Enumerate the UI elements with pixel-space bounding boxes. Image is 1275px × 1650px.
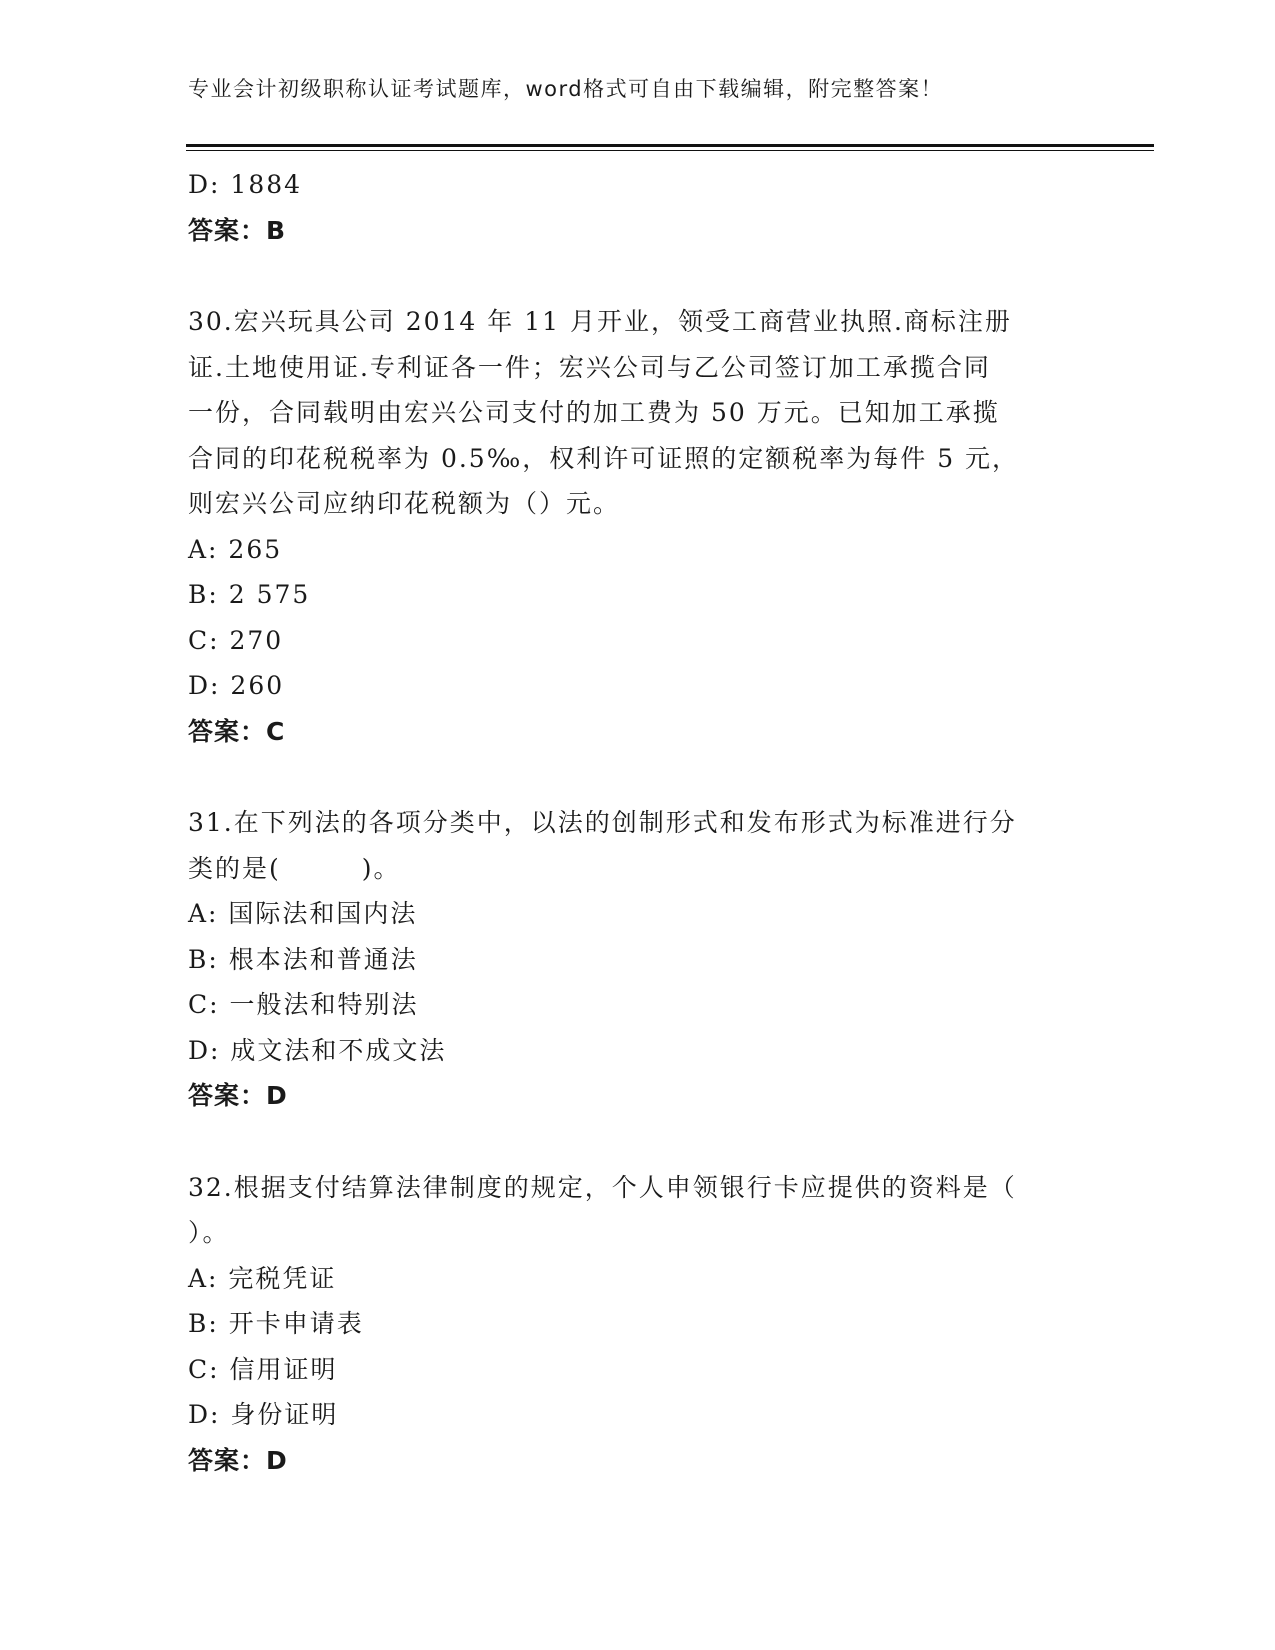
option-d: D: 260 — [188, 671, 285, 700]
question-text: 合同的印花税税率为 0.5‰，权利许可证照的定额税率为每件 5 元， — [188, 443, 1020, 473]
question-text: 32.根据支付结算法律制度的规定，个人申领银行卡应提供的资料是（ — [188, 1172, 1017, 1202]
option-b: B: 2 575 — [188, 580, 311, 609]
question-text: 31.在下列法的各项分类中，以法的创制形式和发布形式为标准进行分 — [188, 808, 1017, 837]
header-rule — [186, 144, 1154, 147]
question-31 — [188, 800, 1088, 1119]
answer: 答案：B — [188, 215, 287, 245]
document-body — [188, 162, 1088, 1483]
question-text: 则宏兴公司应纳印花税额为（）元。 — [188, 489, 621, 518]
answer: 答案：C — [188, 716, 286, 746]
page-header: 专业会计初级职称认证考试题库，word格式可自由下载编辑，附完整答案！ — [188, 77, 944, 101]
option-a: A: 265 — [188, 534, 283, 564]
question-32 — [188, 1165, 1088, 1484]
option-c: C: 一般法和特别法 — [188, 990, 419, 1019]
answer: 答案：D — [188, 1445, 288, 1475]
question-30 — [188, 299, 1088, 754]
question-text: 证.土地使用证.专利证各一件；宏兴公司与乙公司签订加工承揽合同 — [188, 352, 991, 382]
question-text: 30.宏兴玩具公司 2014 年 11 月开业，领受工商营业执照.商标注册 — [188, 307, 1012, 336]
answer: 答案：D — [188, 1081, 288, 1110]
question-text: ）。 — [188, 1218, 230, 1247]
option-b: B: 开卡申请表 — [188, 1309, 364, 1338]
option-a: A: 完税凭证 — [188, 1263, 337, 1293]
option-c: C: 信用证明 — [188, 1354, 338, 1384]
option-b: B: 根本法和普通法 — [188, 944, 418, 974]
option-d: D: 身份证明 — [188, 1400, 339, 1429]
option-a: A: 国际法和国内法 — [188, 899, 418, 928]
option-d: D: 成文法和不成文法 — [188, 1035, 447, 1065]
option-d: D: 1884 — [188, 170, 303, 199]
question-text: 一份，合同载明由宏兴公司支付的加工费为 50 万元。已知加工承揽 — [188, 398, 1000, 427]
question-text: 类的是( )。 — [188, 853, 401, 883]
header-rule-thin — [186, 150, 1154, 151]
option-c: C: 270 — [188, 625, 284, 655]
